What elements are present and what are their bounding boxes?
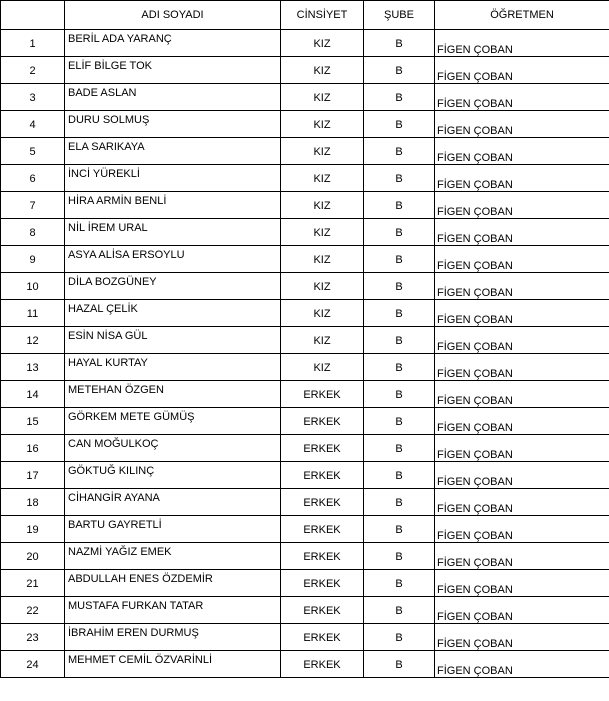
gender-cell: KIZ [281, 138, 364, 165]
teacher-cell: FİGEN ÇOBAN [435, 111, 609, 138]
teacher-cell: FİGEN ÇOBAN [435, 354, 609, 381]
student-name-cell: ASYA ALİSA ERSOYLU [65, 246, 281, 273]
header-teacher: ÖĞRETMEN [435, 1, 609, 30]
table-row [1, 651, 609, 678]
student-name-cell: GÖRKEM METE GÜMÜŞ [65, 408, 281, 435]
student-name-cell: METEHAN ÖZGEN [65, 381, 281, 408]
table-row [1, 273, 609, 300]
student-name-cell: ELİF BİLGE TOK [65, 57, 281, 84]
branch-cell: B [364, 192, 435, 219]
student-name-cell: BERİL ADA YARANÇ [65, 30, 281, 57]
row-number-cell: 18 [1, 489, 65, 516]
branch-cell: B [364, 246, 435, 273]
student-name-cell: HİRA ARMİN BENLİ [65, 192, 281, 219]
branch-cell: B [364, 165, 435, 192]
gender-cell: ERKEK [281, 489, 364, 516]
gender-cell: ERKEK [281, 624, 364, 651]
gender-cell: ERKEK [281, 462, 364, 489]
teacher-cell: FİGEN ÇOBAN [435, 30, 609, 57]
table-row [1, 516, 609, 543]
row-number-cell: 5 [1, 138, 65, 165]
row-number-cell: 21 [1, 570, 65, 597]
student-name-cell: NAZMİ YAĞIZ EMEK [65, 543, 281, 570]
teacher-cell: FİGEN ÇOBAN [435, 192, 609, 219]
student-name-cell: CİHANGİR AYANA [65, 489, 281, 516]
gender-cell: ERKEK [281, 408, 364, 435]
table-body [1, 30, 609, 678]
gender-cell: ERKEK [281, 435, 364, 462]
gender-cell: ERKEK [281, 543, 364, 570]
teacher-cell: FİGEN ÇOBAN [435, 219, 609, 246]
teacher-cell: FİGEN ÇOBAN [435, 435, 609, 462]
student-name-cell: İBRAHİM EREN DURMUŞ [65, 624, 281, 651]
branch-cell: B [364, 219, 435, 246]
row-number-cell: 20 [1, 543, 65, 570]
table-row [1, 84, 609, 111]
branch-cell: B [364, 651, 435, 678]
branch-cell: B [364, 57, 435, 84]
branch-cell: B [364, 570, 435, 597]
student-name-cell: MEHMET CEMİL ÖZVARİNLİ [65, 651, 281, 678]
row-number-cell: 11 [1, 300, 65, 327]
table-row [1, 219, 609, 246]
teacher-cell: FİGEN ÇOBAN [435, 651, 609, 678]
student-name-cell: GÖKTUĞ KILINÇ [65, 462, 281, 489]
table-row [1, 192, 609, 219]
row-number-cell: 16 [1, 435, 65, 462]
gender-cell: KIZ [281, 327, 364, 354]
row-number-cell: 22 [1, 597, 65, 624]
teacher-cell: FİGEN ÇOBAN [435, 138, 609, 165]
table-row [1, 165, 609, 192]
row-number-cell: 10 [1, 273, 65, 300]
gender-cell: ERKEK [281, 381, 364, 408]
teacher-cell: FİGEN ÇOBAN [435, 624, 609, 651]
teacher-cell: FİGEN ÇOBAN [435, 273, 609, 300]
table-row [1, 300, 609, 327]
student-name-cell: DURU SOLMUŞ [65, 111, 281, 138]
teacher-cell: FİGEN ÇOBAN [435, 381, 609, 408]
gender-cell: ERKEK [281, 597, 364, 624]
row-number-cell: 3 [1, 84, 65, 111]
teacher-cell: FİGEN ÇOBAN [435, 246, 609, 273]
gender-cell: KIZ [281, 246, 364, 273]
row-number-cell: 9 [1, 246, 65, 273]
branch-cell: B [364, 435, 435, 462]
table-row [1, 381, 609, 408]
table-row [1, 489, 609, 516]
student-name-cell: İNCİ YÜREKLİ [65, 165, 281, 192]
teacher-cell: FİGEN ÇOBAN [435, 57, 609, 84]
gender-cell: KIZ [281, 192, 364, 219]
branch-cell: B [364, 624, 435, 651]
teacher-cell: FİGEN ÇOBAN [435, 408, 609, 435]
row-number-cell: 1 [1, 30, 65, 57]
table-row [1, 624, 609, 651]
gender-cell: ERKEK [281, 570, 364, 597]
student-name-cell: ESİN NİSA GÜL [65, 327, 281, 354]
student-name-cell: CAN MOĞULKOÇ [65, 435, 281, 462]
teacher-cell: FİGEN ÇOBAN [435, 300, 609, 327]
row-number-cell: 8 [1, 219, 65, 246]
teacher-cell: FİGEN ÇOBAN [435, 516, 609, 543]
table-row [1, 408, 609, 435]
gender-cell: KIZ [281, 84, 364, 111]
gender-cell: ERKEK [281, 651, 364, 678]
teacher-cell: FİGEN ÇOBAN [435, 462, 609, 489]
gender-cell: KIZ [281, 219, 364, 246]
teacher-cell: FİGEN ÇOBAN [435, 543, 609, 570]
gender-cell: KIZ [281, 354, 364, 381]
branch-cell: B [364, 489, 435, 516]
student-name-cell: BADE ASLAN [65, 84, 281, 111]
teacher-cell: FİGEN ÇOBAN [435, 84, 609, 111]
gender-cell: KIZ [281, 273, 364, 300]
branch-cell: B [364, 138, 435, 165]
branch-cell: B [364, 543, 435, 570]
table-row [1, 57, 609, 84]
header-name: ADI SOYADI [65, 1, 281, 30]
branch-cell: B [364, 30, 435, 57]
row-number-cell: 12 [1, 327, 65, 354]
header-gender: CİNSİYET [281, 1, 364, 30]
branch-cell: B [364, 327, 435, 354]
header-no [1, 1, 65, 30]
table-row [1, 354, 609, 381]
teacher-cell: FİGEN ÇOBAN [435, 597, 609, 624]
branch-cell: B [364, 462, 435, 489]
gender-cell: KIZ [281, 30, 364, 57]
teacher-cell: FİGEN ÇOBAN [435, 327, 609, 354]
header-row [1, 1, 609, 30]
row-number-cell: 24 [1, 651, 65, 678]
table-row [1, 462, 609, 489]
row-number-cell: 15 [1, 408, 65, 435]
row-number-cell: 7 [1, 192, 65, 219]
gender-cell: KIZ [281, 111, 364, 138]
branch-cell: B [364, 300, 435, 327]
table-row [1, 435, 609, 462]
student-name-cell: HAYAL KURTAY [65, 354, 281, 381]
table-row [1, 246, 609, 273]
gender-cell: KIZ [281, 300, 364, 327]
branch-cell: B [364, 111, 435, 138]
student-name-cell: BARTU GAYRETLİ [65, 516, 281, 543]
branch-cell: B [364, 597, 435, 624]
gender-cell: KIZ [281, 57, 364, 84]
student-name-cell: MUSTAFA FURKAN TATAR [65, 597, 281, 624]
row-number-cell: 2 [1, 57, 65, 84]
table-row [1, 597, 609, 624]
table-row [1, 138, 609, 165]
student-name-cell: ABDULLAH ENES ÖZDEMİR [65, 570, 281, 597]
table-row [1, 327, 609, 354]
header-branch: ŞUBE [364, 1, 435, 30]
table-row [1, 543, 609, 570]
teacher-cell: FİGEN ÇOBAN [435, 489, 609, 516]
branch-cell: B [364, 84, 435, 111]
student-name-cell: ELA SARIKAYA [65, 138, 281, 165]
branch-cell: B [364, 273, 435, 300]
gender-cell: KIZ [281, 165, 364, 192]
row-number-cell: 14 [1, 381, 65, 408]
student-name-cell: HAZAL ÇELİK [65, 300, 281, 327]
row-number-cell: 17 [1, 462, 65, 489]
row-number-cell: 6 [1, 165, 65, 192]
row-number-cell: 4 [1, 111, 65, 138]
table-row [1, 570, 609, 597]
table-row [1, 30, 609, 57]
row-number-cell: 13 [1, 354, 65, 381]
gender-cell: ERKEK [281, 516, 364, 543]
teacher-cell: FİGEN ÇOBAN [435, 570, 609, 597]
branch-cell: B [364, 381, 435, 408]
branch-cell: B [364, 408, 435, 435]
branch-cell: B [364, 354, 435, 381]
row-number-cell: 19 [1, 516, 65, 543]
branch-cell: B [364, 516, 435, 543]
student-name-cell: NİL İREM URAL [65, 219, 281, 246]
teacher-cell: FİGEN ÇOBAN [435, 165, 609, 192]
row-number-cell: 23 [1, 624, 65, 651]
student-name-cell: DİLA BOZGÜNEY [65, 273, 281, 300]
table-row [1, 111, 609, 138]
